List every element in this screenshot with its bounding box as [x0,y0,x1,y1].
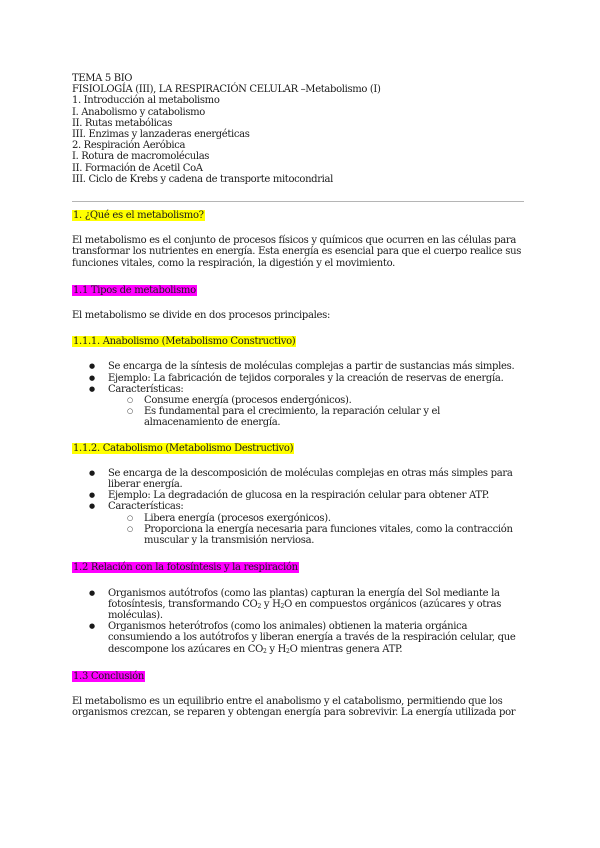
list-item: ● Características: ○ Libera energía (procesos exergónicos). ○ Proporciona la energía necesaria para funciones vitales, como la contracción muscular y la transmisión nerviosa. [72,501,527,546]
paragraph-conclusion: El metabolismo es un equilibrio entre el anabolismo y el catabolismo, permitiendo que los organismos crezcan, se reparen y obtengan energía para sobrevivir. La energía utilizada por [72,695,516,719]
list-item: ● Organismos heterótrofos (como los animales) obtienen la materia orgánica consumiendo a los autótrofos y liberan energía a través de la respiración celular, que descompone los azúcares en $CO_2$ y $H_2O$ mientras genera ATP. [72,621,527,655]
list-item: ● Organismos autótrofos (como las plantas) capturan la energía del Sol mediante la fotosíntesis, transformando $CO_2$ y $H_2O$ en compuestos orgánicos (azúcares y otras moléculas). [72,588,527,622]
sublist-item: ○ Libera energía (procesos exergónicos). [108,513,527,524]
table-of-contents [72,73,527,185]
toc-item: III. Ciclo de Krebs y cadena de transporte mitocondrial [72,173,333,185]
toc-item: II. Rutas metabólicas [72,117,173,129]
list-item: ● Ejemplo: La fabricación de tejidos corporales y la creación de reservas de energía. [72,373,527,384]
photosynthesis-list [72,588,527,655]
section-heading-1-1-2: 1.1.2. Catabolismo (Metabolismo Destructivo) [73,442,294,454]
toc-item: I. Rotura de macromoléculas [72,151,210,163]
sublist [108,395,527,429]
toc-item: 1. Introducción al metabolismo [72,95,220,107]
sublist-item: ○ Consume energía (procesos endergónicos). [108,395,527,406]
sublist-item: ○ Es fundamental para el crecimiento, la reparación celular y el almacenamiento de energía. [108,406,527,428]
toc-item: 2. Respiración Aeróbica [72,140,186,152]
catabolism-list [72,468,527,546]
toc-item: I. Anabolismo y catabolismo [72,106,205,118]
document-title: TEMA 5 BIO [72,73,133,84]
horizontal-divider [72,201,524,202]
document-page [72,73,527,718]
paragraph-types: El metabolismo se divide en dos procesos principales: [72,310,331,322]
section-heading-1-3: 1.3 Conclusión [73,670,145,682]
list-item: ● Se encarga de la síntesis de moléculas complejas a partir de sustancias más simples. [72,361,527,372]
paragraph-definition: El metabolismo es el conjunto de procesos físicos y químicos que ocurren en las células para transformar los nutrientes en energía. Esta energía es esencial para que el cuerpo realice sus funciones vitales, como la respiración, la digestión y el movimiento. [72,235,522,269]
section-heading-1-2: 1.2 Relación con la fotosíntesis y la respiración [73,562,298,574]
sublist-item: ○ Proporciona la energía necesaria para funciones vitales, como la contracción muscular y la transmisión nerviosa. [108,524,527,546]
toc-item: II. Formación de Acetil CoA [72,162,203,174]
section-heading-1-1: 1.1 Tipos de metabolismo [73,284,196,296]
section-heading-1-1-1: 1.1.1. Anabolismo (Metabolismo Constructivo) [73,336,296,348]
list-item: ● Ejemplo: La degradación de glucosa en la respiración celular para obtener ATP. [72,490,527,501]
section-heading-1: 1. ¿Qué es el metabolismo? [73,210,204,222]
anabolism-list [72,361,527,428]
toc-item: III. Enzimas y lanzaderas energéticas [72,129,250,141]
toc-subtitle: FISIOLOGÍA (III), LA RESPIRACIÓN CELULAR –Metabolismo (I) [72,84,381,96]
sublist [108,513,527,547]
list-item: ● Se encarga de la descomposición de moléculas complejas en otras más simples para liberar energía. [72,468,527,490]
list-item: ● Características: ○ Consume energía (procesos endergónicos). ○ Es fundamental para el crecimiento, la reparación celular y el almacenamiento de energía. [72,384,527,429]
